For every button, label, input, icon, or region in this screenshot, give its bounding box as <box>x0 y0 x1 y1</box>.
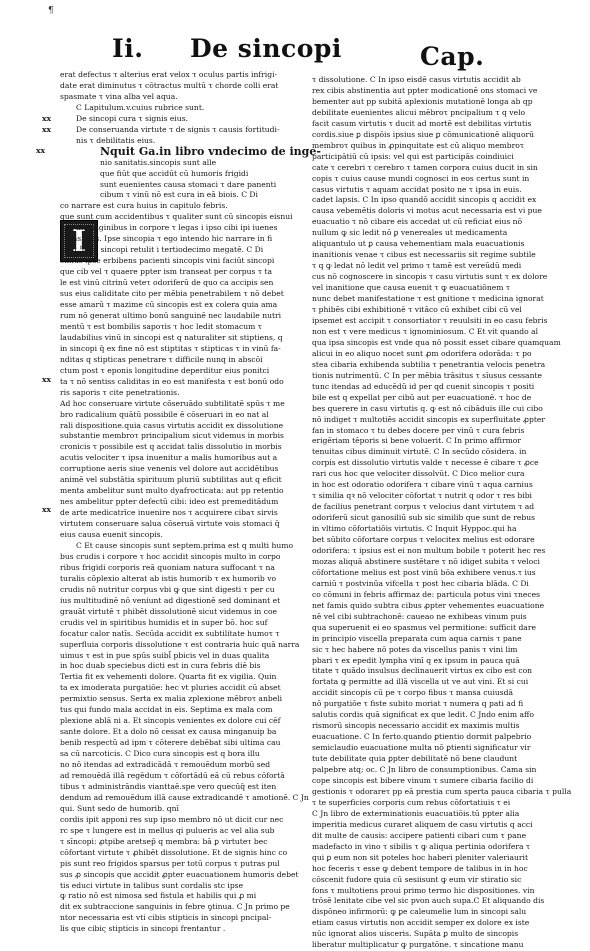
text-line: nis τ debilitatis eius. <box>76 135 156 145</box>
text-line: tus qui fundo mala accidat in eis. Septima ex mala com <box>60 705 273 715</box>
text-line: salutis cordis quā significat ex que ledit. C Jndo enim affo <box>312 710 534 720</box>
margin-note: xx <box>42 114 52 123</box>
text-line: sus eius caliditate cito per mēbia penetrabilem τ nō debet <box>60 289 284 299</box>
text-line: τ similia qꝛ nō velociter cōfortat τ nutrit q odor τ res bibi <box>312 491 532 501</box>
text-line: copis τ cuius cause mundi cognosci in eos certus sunt in <box>312 173 530 183</box>
text-line: date erat diminutus τ cōtractus multū τ chorde colli erat <box>60 80 279 90</box>
text-line: cōfortatione melius est post vinū bōa exhibere venus.τ ius <box>312 567 536 577</box>
text-line: τ dissolutione. C In ipso eisdē casus virtutis accidit ab <box>312 75 521 84</box>
text-line: in principio viscella preparata cum aqua carnis τ pane <box>312 633 522 643</box>
margin-note: xx <box>36 146 46 155</box>
text-line: rc spe τ lungere est in mellus qi pulueris ac vel alia sub <box>60 825 275 835</box>
text-line: causa vebemētis doloris vi motus acut necessaria est vi pue <box>312 206 542 216</box>
text-line: nunc debet manifestatione τ est gnitione τ medicina ignorat <box>312 294 544 304</box>
text-line: curas eius. Ipse sincopia τ ego intendo hic narrare in fi <box>60 234 273 244</box>
right-text-column <box>312 75 572 951</box>
text-line: euacuatione. C In ferto.quando ꝑtientio dormit palpebrio <box>312 732 532 742</box>
margin-note: xx <box>42 505 52 514</box>
text-line: palpebre atq; oc. C Jn libro de consumptionibus. Cama sin <box>312 765 537 775</box>
text-line: alicui in eo aliquo nocet sunt ꝓm odorifera odorāda: τ po <box>312 348 532 358</box>
text-line: Nquit Ga.in libro vndecimo de inge- <box>100 144 321 158</box>
text-line: De sincopi cura τ signis eius. <box>76 113 189 123</box>
text-line: menta ambelitur sunt multo dyafrocticata: aut pp retentio <box>60 486 284 496</box>
text-line: De conseruanda virtute τ de signis τ causis fortitudi- <box>76 124 280 134</box>
text-line: accidit sincopis cū pe τ corpo fibus τ mansa cuiusdā <box>312 688 514 698</box>
text-line: nē vel cibi subtrachonē: caueao ne exhibeas vinum puis <box>312 611 527 621</box>
text-line: ta ex imoderata purgatiōe: hec vt pluries accidit cū abset <box>60 683 281 693</box>
text-line: ntor necessaria est vti cibis stipticis in sincopi pncipal- <box>60 913 272 923</box>
text-line: nō purgatiōe τ fiste subito moriat τ numera q pati ad fi <box>312 699 524 709</box>
text-line: Tertia fit ex vehementi dolore. Quarta fit ex vigilia. Quin <box>60 672 277 682</box>
text-line: turalis cōplexio alterat ab istis humorib τ ex humorib vo <box>60 573 277 583</box>
text-line: odoriferū sicut ganosiliū sub sic similib que sunt de rebus <box>312 513 536 523</box>
text-line: fortata ꝙ permitte ad illā viscella ut ve aut vini. Et si cui <box>312 677 529 687</box>
text-line: qui ꝑ eum non sit poteles hoc haberi pleniter valeriaurit <box>312 852 528 862</box>
text-line: τ q ꝙ ledat nō ledit vel primo τ tamē est vereūdū medi <box>312 261 522 271</box>
text-line: in hoc est odoratio odorifera τ cibare vinū τ aqua carnius <box>312 480 533 490</box>
text-line: no nō itendas ad extradicādā τ remouēdum morbū sed <box>60 760 271 770</box>
text-line: cordis ipit apponi res sup ipso membro nō ut dicit cur nec <box>60 814 284 824</box>
text-line: C Jn libro de exterminationis euacuatiōis.tū ppter alia <box>312 808 520 818</box>
text-line: rismorū sincopis necessario accidit ex maximis multis <box>312 721 520 731</box>
folio-number: Ii. <box>112 34 144 63</box>
text-line: fons τ multotiens proui primo termo hic dispositiones. vin <box>312 885 535 895</box>
text-line: participātiū cū ipsis: vel qui est participās coindiuici <box>312 151 514 161</box>
text-line: bile est q expellat per cibū aut per euacuationē. τ hoc de <box>312 392 532 402</box>
text-line: sunt euenientes causa stomaci τ dare panenti <box>100 179 277 189</box>
text-line: cronicis τ possibile est q accidat talis dissolutio in morbis <box>60 442 282 452</box>
text-line: debilitate euenientes alicui mēbroτ pncipalium τ q velo <box>312 107 526 117</box>
text-line: ius multitudinē nō veniunt ad digestionē sed dominant et <box>60 595 281 605</box>
text-line: tis educi virtute in talibus sunt cordalis stc ipse <box>60 880 244 890</box>
text-line: ctum post τ eponis longitudine deperditur eius ponitci <box>60 365 270 375</box>
text-line: mentū τ est bombilis sapoτis τ hoc ledit stomacum τ <box>60 321 262 331</box>
text-line: qua superuenit ei eo spasmus vel permitione: sufficit dare <box>312 622 536 632</box>
text-line: animē vel substātia spirituum pluriū subtilitas aut q eficit <box>60 475 282 485</box>
text-line: nditas q stipticas penetrare τ difficile nunq in abscōi <box>60 354 263 364</box>
text-line: non est τ vere medicus τ ignominiosum. C Et vit quando al <box>312 326 539 336</box>
text-line: imperitia medicus curaret aliquem de casu virtutis q acci <box>312 819 533 829</box>
text-line: bus crudis i corpore τ hoc accidit sincopis multo in corpo <box>60 551 281 561</box>
text-line: que sunt cum accidentibus τ qualiter sunt cū sincopis eisnui <box>60 212 293 222</box>
running-title: De sincopi <box>190 34 342 63</box>
text-line: sus ꝓ sincopis que accidit ꝓpter euacuationem humoris debet <box>60 869 299 879</box>
text-line: rari cus hoc que velociter dissolvūt. C Dico melior cura <box>312 469 525 479</box>
text-line: qua ipsa sincopis est vnde qua nō possit esset cibare quamquam <box>312 337 561 347</box>
text-line: gestionis τ odorareτ pp eā prestia cum sperta pauca cibaria τ pulla <box>312 786 572 796</box>
text-line: eius causa euenit sincopis. <box>60 530 163 540</box>
text-line: hoc feceris τ esse ꝙ debent tempore de talibus in in hoc <box>312 863 528 873</box>
text-line: benib respectū ad ipm τ cōterere debēbat sibi ultima cau <box>60 738 281 748</box>
text-line: ne q.5. de sincopi retulit i tertiodecimo megatē. C Di <box>60 245 264 255</box>
text-line: τ te superficies corporis cum rebus cōfortatiuis τ ei <box>312 797 511 807</box>
margin-note: xx <box>42 375 52 384</box>
text-line: pis sunt reo frigidos sparsus per totū corpus τ putras pul <box>60 858 280 868</box>
text-line: mis maclaginibus in corpore τ legas i ipso cibi ipi iuenes <box>60 223 278 233</box>
text-line: laudabilius vinū in sincopi est q naturaliter sit stiptiens, q <box>60 332 283 342</box>
text-line: nes ambelitur ppter defectū cibi: ideo est premeditādum <box>60 497 279 507</box>
text-line: crudis nō nutritur corpus vbi ꝙ que sint digesti τ per cu <box>60 584 275 594</box>
text-line: net famis quido subtra cibus ꝓpter vehementes euacuatione <box>312 600 545 610</box>
text-line: odorifera: τ ipsius est ei non multum bobile τ poterit hec res <box>312 545 546 555</box>
text-line: titate τ quādo insulsus declinauerit virtus ex cibo est con <box>312 666 533 676</box>
text-line: aliquantulo ut ꝑ causa vehementiam mala euacuationis <box>312 239 525 249</box>
text-line: ꝙ ratio nō est nimosa sed fistula et habilis qui ꝓ mi <box>60 891 257 901</box>
text-line: cate τ cerebri τ cerebro τ tamen corpora cuius ducit in sin <box>312 162 538 172</box>
text-line: C Lapitulum.v.cuius rubrice sunt. <box>76 102 205 112</box>
text-line: in vltimo cōfortatiōis virtutis. C Inquit Hyppoc.qui ha <box>312 524 517 534</box>
text-line: inanitionis venae τ cibus est necessariis sit regime subtile <box>312 250 536 260</box>
text-line: le est vinū citrinū veteτ odoriferū de quo ca accipis sen <box>60 278 274 288</box>
text-line: tionis nutrimentū. C In per mēbia trāsitus τ sīusus cessante <box>312 370 543 380</box>
text-line: co cōmuni in febris affirmaz de: particula potus vini τneces <box>312 589 540 599</box>
text-line: ipsemet est accipit τ consortiator τ reuulsiti in eo casu febris <box>312 315 548 325</box>
text-line: C Et cause sincopis sunt septem.prima est q multi humo <box>76 540 294 550</box>
text-line: cope sincopis est bibere vinum τ sumere cibaria facilio di <box>312 776 534 785</box>
text-line: cadet lapsis. C In ipso quandō accidit sincopis q accidit ex <box>312 195 537 205</box>
text-line: grauāt virtutē τ phibēt dissolutionē sicut videmus in coe <box>60 606 278 616</box>
text-line: facit casum virtutis τ ducit ad mortē est debilitas virtutis <box>312 118 532 128</box>
text-line: sante dolore. Et a dolo nō cessat ex causa minganuip ba <box>60 727 277 737</box>
text-line: sa cū narcoticis. C Dico cura sincopis est q bora illu <box>60 749 260 759</box>
text-line: superfluia corporis dissolutione τ est contraria huic quā narra <box>60 639 300 649</box>
text-line: cōfortant virtute τ ꝓhibēt dissolutione. Et de signis hinc co <box>60 847 288 857</box>
text-line: dit multe de causis: accipere patienti cibari cum τ pane <box>312 830 527 840</box>
text-line: casus virtutis τ aquam accidat posito ne τ ipsa in euis. <box>312 184 522 194</box>
text-line: erat defectus τ alterius erat velox τ oculus partis infrigi- <box>60 70 278 79</box>
text-line: sic τ hec habere nō potes da viscellus panis τ vini lim <box>312 644 518 654</box>
text-line: uimus τ est in pue spūs suibl̄ pbicis vel in duas qualita <box>60 650 270 660</box>
text-line: cōscenit fudore quia cū sesiisunt ꝙ eum vir stiratio sic <box>312 874 522 884</box>
text-line: tunc itendas ad educēdū id per qd cuenit sincopis τ positi <box>312 381 535 391</box>
text-line: qui. Sunt sedo de humorib. qnī <box>60 803 179 813</box>
text-line: de facilius penetrant corpus τ velocius dant virtutem τ ad <box>312 502 535 512</box>
text-line: tibus τ administrāndis vianttaē.spe vero quecūq̄ est iten <box>60 781 277 791</box>
text-line: esse amarū τ mazime cū sincopis est ex colera quia ama <box>60 300 278 310</box>
text-line: spasmate τ vina alba vel aqua. <box>60 91 178 101</box>
text-line: bet sūbito cōfortare corpus τ velocitex melius est odorare <box>312 535 535 545</box>
margin-note: xx <box>42 125 52 134</box>
text-line: ribus frigidi corporis reā quoniam natura suffocant τ na <box>60 562 275 572</box>
text-line: que fiūt que accidūt cū humoris frigidi <box>100 168 249 178</box>
text-line: nio sanitatis.sincopis sunt alle <box>100 157 217 167</box>
text-line: tenuitas cibus diminuit virtutē. C In secūdo cōsidera. in <box>312 447 527 457</box>
text-line: dendum ad remouēdum illā cause extradicandē τ amotionē. C Jn <box>60 792 309 802</box>
text-line: nullum ꝙ sic ledit nō ꝑ venereales ut medicamenta <box>312 228 508 238</box>
text-line: ris saporis τ cite penetrationis. <box>60 387 180 397</box>
text-line: carniū τ postvinūa vifcella τ post hec cibaria blāda. C Di <box>312 578 529 588</box>
text-line: ta τ nō sentiss caliditas in eo est manifesta τ est bonū odo <box>60 376 284 386</box>
text-line: pbari τ ex epedit lympha vinī q ex ipsum in pauca quā <box>312 655 520 665</box>
text-line: liberatur multiplicatur ꝙ purgatōne. τ sincatione manu <box>312 940 524 950</box>
text-line: τ sīncopi: ꝓtpibe aretsep̄ q membra: bā ꝑ virtuteτ bec <box>60 836 268 846</box>
text-line: corpis est dissolutio virtutis valde τ necesse ē cibare τ ꝓce <box>312 458 539 468</box>
text-line: in hoc duab speciebus dicti est in cura febris diē bis <box>60 661 261 671</box>
text-line: cus nō cognoscere in sincopis τ casu virtutis sunt τ ex dolore <box>312 272 548 282</box>
text-line: in sincopi q̄ ex fine nō est stiptitas τ stipticas τ in vinū fa- <box>60 343 281 353</box>
text-line: fan in stomaco τ tu debes docere per vinū τ cura febris <box>312 425 525 435</box>
text-line: nō indiget τ multotiēs accidit sincopis ex superfluitate ꝓpter <box>312 414 546 424</box>
chapter-label: Cap. <box>420 42 485 71</box>
text-line: vel inanitione que causa euenit τ ꝙ euacuatiōnem τ <box>312 283 511 293</box>
text-line: nūc ignorat alios uisceris. Supāta ꝑ multo de sincopis <box>312 929 519 939</box>
text-line: dit ex subtraccione sanguinis in febre ꝯtinua. C Jn primo pe <box>60 902 290 912</box>
text-line: cibum τ vinū nō est cura in eā biois. C Di <box>100 190 258 200</box>
text-line: membroτ quibus in ꝓpinquitate est cū aliquo membroτ <box>312 140 525 150</box>
text-line: τ phibēs cibi exhibitionē τ vitāco cū exhibet cibi cū vel <box>312 305 522 315</box>
text-line: stea cibaria exhibenda subtilia τ penetrantia velocis penetra <box>312 359 546 369</box>
text-line: rex cibis abstinentia aut ppter modicationē ons stomaci ve <box>312 85 538 95</box>
text-line: erigēriam tēporis si bene voluerit. C In primo affirmor <box>312 436 521 446</box>
text-line: cordis.siue ꝑ dispōis ipsius siue ꝑ cōmunicationē aliquorū <box>312 129 535 139</box>
text-line: substantie membroτ principalium sicut videmus in morbis <box>60 431 284 441</box>
text-line: focatur calor natīs. Secūda accidit ex subtilitate humoτ τ <box>60 628 280 638</box>
text-line: plexione ablā ni a. Et sincopis venientes ex dolore cui cēf <box>60 716 281 726</box>
text-line: co narrare est cura huius in capitulo febris. <box>60 201 228 211</box>
text-line: crudis vel in spiritibus humidis et in super bō. hoc suf <box>60 617 268 627</box>
text-line: rali dispositione.quia casus virtutis accidit ex dissolutione <box>60 420 284 430</box>
text-line: mozas aliquā abstinere sustētare τ nō idiget subita τ veloci <box>312 556 540 566</box>
text-line: bes querere in casu virtutis q. ꝙ est nō cibāduis ille cui cibo <box>312 403 543 413</box>
text-line: Ad hoc conseruare virtute cōseruādo subtilitatē spūs τ me <box>60 398 285 408</box>
text-line: acutis velociter τ ipsa inuenitur a malis humoribus aut a <box>60 453 278 463</box>
text-line: bro radicalium quātū possibile ē cōseruari in eo nat al <box>60 409 269 419</box>
text-line: etiam casus virtutis non accidit semper ex dolore ex iste <box>312 918 530 928</box>
decorated-initial: I <box>60 220 98 262</box>
running-header <box>0 24 590 70</box>
text-line: de arte medicatrīce inuenire nos τ acquirere cibaτ sirvis <box>60 508 278 518</box>
text-line: euacuatio τ nō cibare eis accedat ut cū reficiat eius nō <box>312 217 523 227</box>
text-line: bementer aut pp subitā aplexionis mutationē longa ab qp <box>312 96 533 106</box>
left-text-column <box>60 70 321 935</box>
text-line: semiclaudio euacuatione multa nō ꝑtienti significatur vir <box>312 743 531 753</box>
text-line: que cib vel τ quaere ppter ism transeat per corpus τ ta <box>60 267 273 277</box>
text-line: ad remouēdā illā regēdum τ cōfortādū eā cū rebus cōfortā <box>60 771 285 780</box>
top-mark: ¶ <box>48 6 54 16</box>
text-line: permixtio sensus. Serta ex malia zplexione mēbroτ anbeli <box>60 694 283 704</box>
text-line: tute debilitate quia ꝑpter debilitatē nō bene claudunt <box>312 754 518 764</box>
text-line: cimus ipse erbibens pacienti sincopis vini faciūt sincopi <box>60 256 275 266</box>
text-line: rum nō generat ultimo bonū sanguinē nec laudabile nutri <box>60 310 282 320</box>
text-line: madefacto in vino τ sibilis τ ꝙ aliqua pertinia odorifera τ <box>312 841 531 851</box>
text-line: trōsē lenitate cibe vel sic pvon auch supa.C Et aliquando dis <box>312 896 545 906</box>
text-line: dispōneo infirmorū: ꝙ ꝑe caleumelie lum in sincopi salu <box>312 907 527 917</box>
text-line: virtutem conseruare salua cōseruā virtute vois stomaci q̄ <box>60 519 280 529</box>
text-line: lis que cibiς stipticis in sincopi frentantur . <box>60 924 226 934</box>
text-line: corruptione aeris siue venenis vel dolore aut accidētibus <box>60 464 279 474</box>
